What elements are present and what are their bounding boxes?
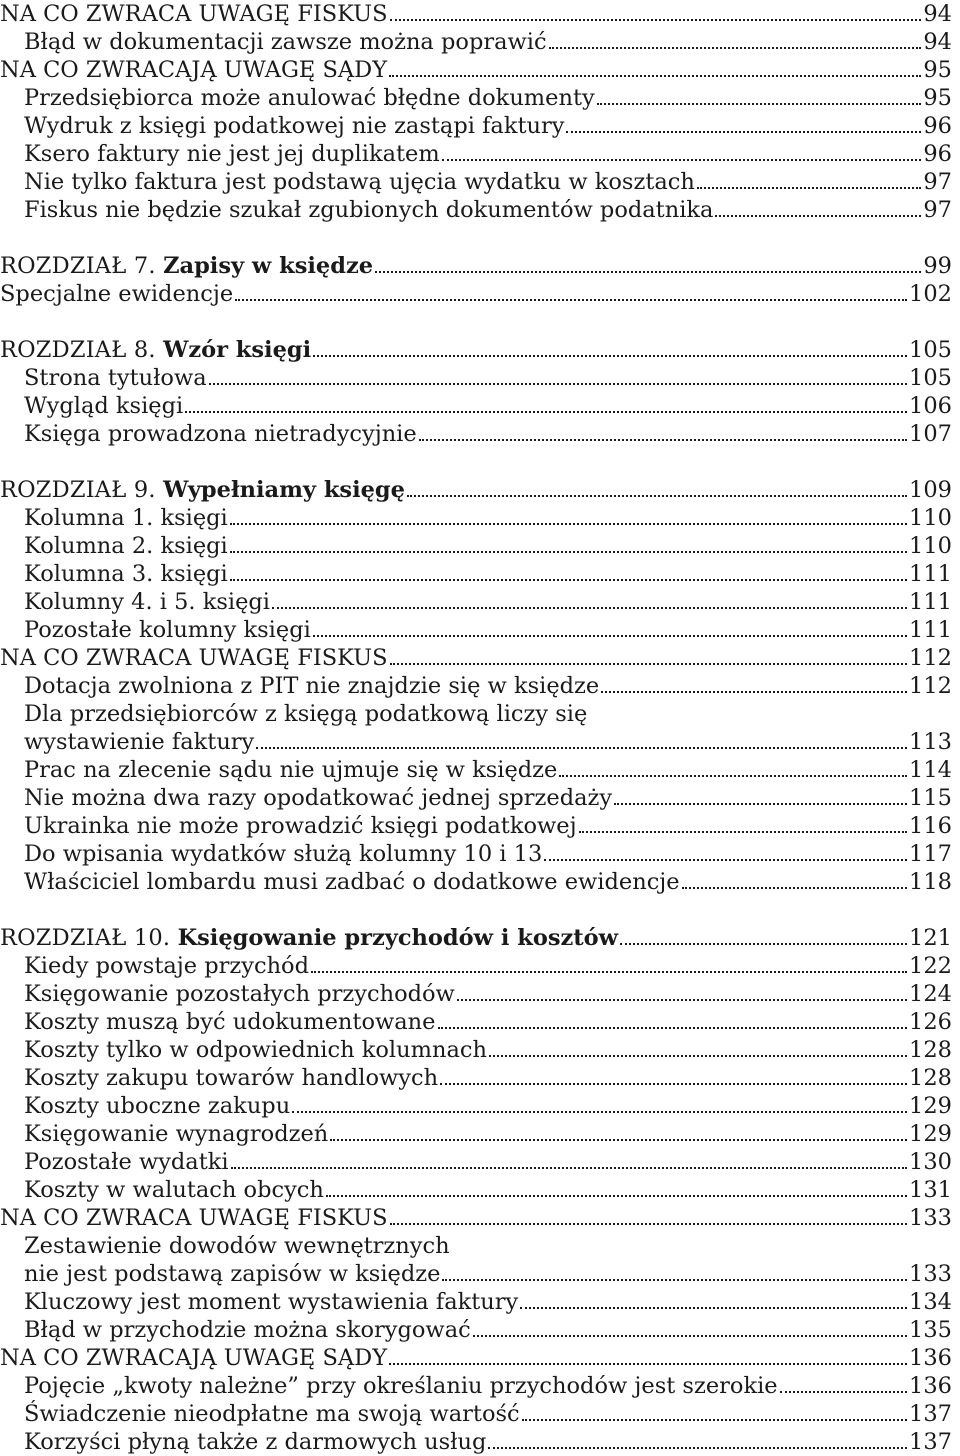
entry-title: Pojęcie „kwoty należne” przy określaniu przychodów jest szerokie (24, 1373, 778, 1399)
page-number: 110 (909, 505, 952, 531)
page-number: 110 (909, 533, 952, 559)
page-number: 133 (909, 1261, 952, 1287)
dot-leader (488, 1447, 907, 1449)
toc-entry[interactable] (0, 868, 952, 896)
toc-entry[interactable] (0, 1064, 952, 1092)
toc-entry[interactable] (0, 420, 952, 448)
entry-title: Koszty muszą być udokumentowane (24, 1009, 436, 1035)
toc-chapter-heading[interactable] (0, 476, 952, 504)
page-number: 137 (909, 1429, 952, 1455)
entry-title: Koszty uboczne zakupu (24, 1093, 291, 1119)
page-number: 129 (909, 1093, 952, 1119)
toc-entry[interactable] (0, 28, 952, 56)
toc-entry[interactable] (0, 560, 952, 588)
toc-entry[interactable] (0, 1008, 952, 1036)
dot-leader (209, 383, 907, 385)
toc-chapter-heading[interactable] (0, 336, 952, 364)
entry-title: Wydruk z księgi podatkowej nie zastąpi faktury (24, 113, 565, 139)
dot-leader (330, 1139, 907, 1141)
chapter-number: ROZDZIAŁ 9. (0, 477, 164, 503)
dot-leader (442, 159, 922, 161)
page-number: 94 (923, 29, 952, 55)
entry-title: Koszty zakupu towarów handlowych (24, 1065, 439, 1091)
toc-entry[interactable] (0, 112, 952, 140)
entry-title: Księga prowadzona nietradycyjnie (24, 421, 417, 447)
chapter-title: Wypełniamy księgę (163, 477, 405, 503)
entry-title: Koszty w walutach obcych (24, 1177, 324, 1203)
dot-leader (579, 831, 907, 833)
page-number: 133 (909, 1205, 952, 1231)
toc-entry[interactable] (0, 364, 952, 392)
entry-title: Kolumny 4. i 5. księgi (24, 589, 271, 615)
dot-leader (522, 1419, 907, 1421)
toc-entry[interactable] (0, 1036, 952, 1064)
entry-title: NA CO ZWRACA UWAGĘ FISKUS (0, 1205, 388, 1231)
dot-leader (440, 1083, 907, 1085)
toc-entry[interactable] (0, 1428, 952, 1456)
dot-leader (620, 943, 907, 945)
dot-leader (235, 299, 907, 301)
page-number: 124 (909, 981, 952, 1007)
chapter-number: ROZDZIAŁ 8. (0, 337, 164, 363)
dot-leader (614, 803, 907, 805)
dot-leader (549, 47, 922, 49)
dot-leader (559, 775, 907, 777)
toc-entry[interactable] (0, 1288, 952, 1316)
entry-title: Prac na zlecenie sądu nie ujmuje się w księdze (24, 757, 558, 783)
dot-leader (407, 495, 907, 497)
toc-entry[interactable] (0, 1148, 952, 1176)
dot-leader (375, 271, 921, 273)
dot-leader (601, 691, 907, 693)
dot-leader (390, 663, 908, 665)
toc-section-heading[interactable] (0, 1204, 952, 1232)
page-number: 122 (909, 953, 952, 979)
entry-title: Księgowanie wynagrodzeń (24, 1121, 329, 1147)
toc-entry[interactable] (0, 196, 952, 224)
page-number: 99 (923, 253, 952, 279)
toc-entry[interactable] (0, 812, 952, 840)
page-number: 136 (909, 1345, 952, 1371)
toc-section-heading[interactable] (0, 0, 952, 28)
toc-entry[interactable] (0, 168, 952, 196)
dot-leader (697, 187, 921, 189)
toc-section-heading[interactable] (0, 56, 952, 84)
dot-leader (682, 887, 907, 889)
entry-title: Kluczowy jest moment wystawienia faktury (24, 1289, 519, 1315)
dot-leader (313, 635, 907, 637)
toc-entry[interactable] (0, 1400, 952, 1428)
entry-title: nie jest podstawą zapisów w księdze (24, 1261, 441, 1287)
toc-entry[interactable] (0, 616, 952, 644)
toc-entry[interactable] (0, 784, 952, 812)
page-number: 111 (909, 617, 952, 643)
entry-title: Zestawienie dowodów wewnętrznych (24, 1233, 450, 1259)
dot-leader (438, 1027, 908, 1029)
toc-entry[interactable] (0, 392, 952, 420)
page-number: 105 (909, 337, 952, 363)
dot-leader (390, 19, 922, 21)
entry-title: Dotacja zwolniona z PIT nie znajdzie się w księdze (24, 673, 600, 699)
page-number: 134 (909, 1289, 952, 1315)
entry-title: Kolumna 2. księgi (24, 533, 228, 559)
toc-entry[interactable] (0, 672, 952, 700)
toc-entry[interactable] (0, 1092, 952, 1120)
page-number: 112 (909, 645, 952, 671)
toc-entry[interactable] (0, 1372, 952, 1400)
entry-title: Strona tytułowa (24, 365, 207, 391)
entry-title: Pozostałe kolumny księgi (24, 617, 311, 643)
entry-title: NA CO ZWRACA UWAGĘ FISKUS (0, 1, 388, 27)
entry-title: Specjalne ewidencje (0, 281, 234, 307)
page-number: 107 (909, 421, 952, 447)
page-number: 135 (909, 1317, 952, 1343)
entry-title: wystawienie faktury (24, 729, 255, 755)
dot-leader (292, 1111, 907, 1113)
page-number: 131 (909, 1177, 952, 1203)
toc-entry[interactable] (0, 728, 952, 756)
page-number: 114 (909, 757, 952, 783)
entry-title: Do wpisania wydatków służą kolumny 10 i 13 (24, 841, 543, 867)
dot-leader (231, 1167, 907, 1169)
page-number: 115 (909, 785, 952, 811)
dot-leader (256, 747, 907, 749)
dot-leader (326, 1195, 907, 1197)
entry-title: Świadczenie nieodpłatne ma swoją wartość (24, 1401, 520, 1427)
toc-entry[interactable] (0, 1316, 952, 1344)
chapter-label (0, 476, 405, 504)
chapter-title: Wzór księgi (163, 337, 312, 363)
page-number: 126 (909, 1009, 952, 1035)
page-number: 118 (909, 869, 952, 895)
entry-title: Nie można dwa razy opodatkować jednej sprzedaży (24, 785, 613, 811)
toc-entry[interactable] (0, 588, 952, 616)
entry-title: Koszty tylko w odpowiednich kolumnach (24, 1037, 487, 1063)
page-number: 96 (923, 141, 952, 167)
chapter-title: Księgowanie przychodów i kosztów (177, 925, 619, 951)
dot-leader (313, 355, 907, 357)
page-number: 96 (923, 113, 952, 139)
dot-leader (473, 1335, 907, 1337)
toc-entry[interactable] (0, 1120, 952, 1148)
entry-title: Kiedy powstaje przychód (24, 953, 310, 979)
dot-leader (272, 607, 907, 609)
toc-entry[interactable] (0, 952, 952, 980)
page-number: 95 (923, 57, 952, 83)
page-number: 95 (923, 85, 952, 111)
entry-title: NA CO ZWRACAJĄ UWAGĘ SĄDY (0, 1345, 388, 1371)
toc-entry[interactable] (0, 84, 952, 112)
toc-chapter-heading[interactable] (0, 924, 952, 952)
dot-leader (311, 971, 907, 973)
dot-leader (597, 103, 922, 105)
toc-section-heading[interactable] (0, 644, 952, 672)
page-number: 116 (909, 813, 952, 839)
entry-title: Błąd w dokumentacji zawsze można poprawić (24, 29, 547, 55)
chapter-number: ROZDZIAŁ 7. (0, 253, 164, 279)
page-number: 137 (909, 1401, 952, 1427)
entry-title: Ksero faktury nie jest jej duplikatem (24, 141, 440, 167)
dot-leader (457, 999, 907, 1001)
entry-title: Ukrainka nie może prowadzić księgi podatkowej (24, 813, 577, 839)
dot-leader (389, 75, 921, 77)
toc-section-heading[interactable] (0, 1344, 952, 1372)
page-number: 109 (909, 477, 952, 503)
toc-entry[interactable] (0, 532, 952, 560)
toc-entry[interactable] (0, 840, 952, 868)
entry-title: Fiskus nie będzie szukał zgubionych dokumentów podatnika (24, 197, 714, 223)
toc-entry[interactable] (0, 504, 952, 532)
dot-leader (230, 579, 907, 581)
toc-entry[interactable] (0, 280, 952, 308)
page-number: 111 (909, 589, 952, 615)
entry-title: Korzyści płyną także z darmowych usług (24, 1429, 487, 1455)
toc-entry-continuation[interactable] (0, 700, 952, 728)
dot-leader (442, 1279, 907, 1281)
page-number: 94 (923, 1, 952, 27)
dot-leader (419, 439, 907, 441)
page-number: 128 (909, 1065, 952, 1091)
entry-title: Wygląd księgi (24, 393, 184, 419)
entry-title: Dla przedsiębiorców z księgą podatkową liczy się (24, 701, 588, 727)
entry-title: Kolumna 1. księgi (24, 505, 228, 531)
page-number: 112 (909, 673, 952, 699)
page-number: 106 (909, 393, 952, 419)
dot-leader (566, 131, 921, 133)
entry-title: NA CO ZWRACA UWAGĘ FISKUS (0, 645, 388, 671)
page-number: 129 (909, 1121, 952, 1147)
entry-title: Księgowanie pozostałych przychodów (24, 981, 455, 1007)
dot-leader (489, 1055, 907, 1057)
toc-entry[interactable] (0, 140, 952, 168)
entry-title: Przedsiębiorca może anulować błędne dokumenty (24, 85, 595, 111)
toc-entry[interactable] (0, 1176, 952, 1204)
page-number: 102 (909, 281, 952, 307)
toc-entry[interactable] (0, 980, 952, 1008)
entry-title: Nie tylko faktura jest podstawą ujęcia wydatku w kosztach (24, 169, 695, 195)
chapter-title: Zapisy w księdze (163, 253, 374, 279)
chapter-label (0, 924, 618, 952)
toc-entry[interactable] (0, 1260, 952, 1288)
page-number: 97 (923, 169, 952, 195)
entry-title: Pozostałe wydatki (24, 1149, 229, 1175)
entry-title: Kolumna 3. księgi (24, 561, 228, 587)
page-number: 121 (909, 925, 952, 951)
dot-leader (780, 1391, 907, 1393)
toc-chapter-heading[interactable] (0, 252, 952, 280)
chapter-number: ROZDZIAŁ 10. (0, 925, 178, 951)
toc-entry[interactable] (0, 756, 952, 784)
dot-leader (185, 411, 907, 413)
page-number: 128 (909, 1037, 952, 1063)
page-number: 111 (909, 561, 952, 587)
dot-leader (544, 859, 907, 861)
entry-title: Właściciel lombardu musi zadbać o dodatkowe ewidencje (24, 869, 680, 895)
dot-leader (230, 551, 907, 553)
page-number: 130 (909, 1149, 952, 1175)
dot-leader (715, 215, 921, 217)
dot-leader (230, 523, 907, 525)
page-number: 105 (909, 365, 952, 391)
entry-title: Błąd w przychodzie można skorygować (24, 1317, 471, 1343)
page-number: 97 (923, 197, 952, 223)
page-number: 136 (909, 1373, 952, 1399)
dot-leader (389, 1363, 907, 1365)
chapter-label (0, 336, 311, 364)
page-number: 117 (909, 841, 952, 867)
entry-title: NA CO ZWRACAJĄ UWAGĘ SĄDY (0, 57, 388, 83)
dot-leader (520, 1307, 907, 1309)
toc-entry-continuation[interactable] (0, 1232, 952, 1260)
dot-leader (390, 1223, 908, 1225)
page-number: 113 (909, 729, 952, 755)
chapter-label (0, 252, 373, 280)
